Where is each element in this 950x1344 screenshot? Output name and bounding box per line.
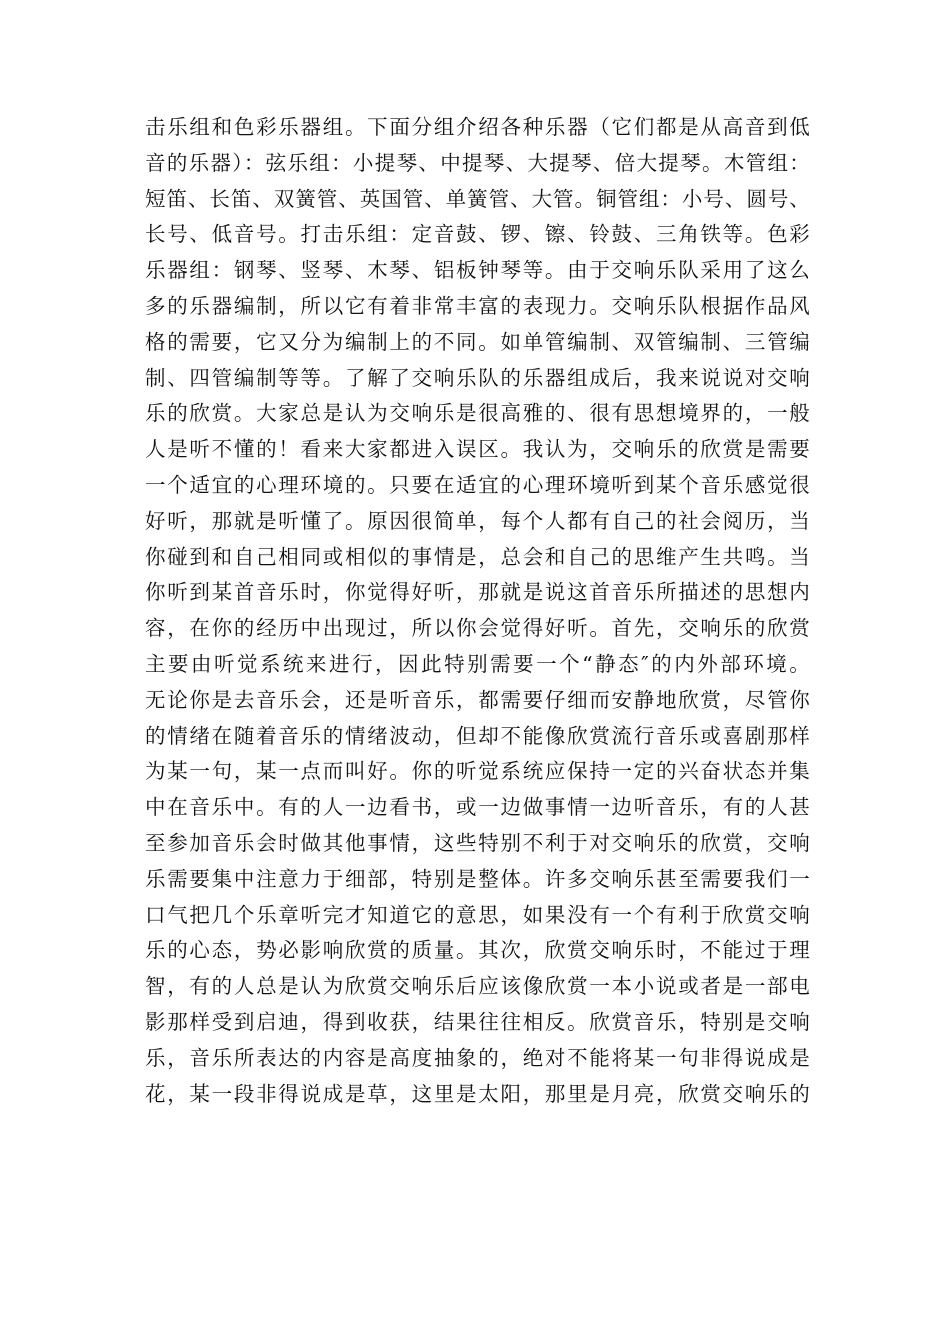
text-line: 乐的欣赏。大家总是认为交响乐是很高雅的、很有思想境界的，一般 [145, 401, 810, 426]
text-line: 无论你是去音乐会，还是听音乐，都需要仔细而安静地欣赏，尽管你 [145, 687, 810, 712]
body-text [145, 110, 810, 1112]
text-line: 你听到某首音乐时，你觉得好听，那就是说这首音乐所描述的思想内 [145, 580, 810, 605]
text-line: 多的乐器编制，所以它有着非常丰富的表现力。交响乐队根据作品风 [145, 293, 810, 318]
text-line: 至参加音乐会时做其他事情，这些特别不利于对交响乐的欣赏，交响 [145, 830, 810, 855]
text-line: 的情绪在随着音乐的情绪波动，但却不能像欣赏流行音乐或喜剧那样 [145, 723, 810, 748]
text-line: 乐需要集中注意力于细部，特别是整体。许多交响乐甚至需要我们一 [145, 866, 810, 891]
text-line: 为某一句，某一点而叫好。你的听觉系统应保持一定的兴奋状态并集 [145, 759, 810, 784]
text-line: 短笛、长笛、双簧管、英国管、单簧管、大管。铜管组：小号、圆号、 [145, 186, 810, 211]
text-line: 影那样受到启迪，得到收获，结果往往相反。欣赏音乐，特别是交响 [145, 1009, 810, 1034]
text-line: 口气把几个乐章听完才知道它的意思，如果没有一个有利于欣赏交响 [145, 902, 810, 927]
text-line: 你碰到和自己相同或相似的事情是，总会和自己的思维产生共鸣。当 [145, 544, 810, 569]
text-line: 中在音乐中。有的人一边看书，或一边做事情一边听音乐，有的人甚 [145, 795, 810, 820]
text-line: 格的需要，它又分为编制上的不同。如单管编制、双管编制、三管编 [145, 329, 810, 354]
text-line: 乐，音乐所表达的内容是高度抽象的，绝对不能将某一句非得说成是 [145, 1045, 810, 1070]
text-line: 容，在你的经历中出现过，所以你会觉得好听。首先，交响乐的欣赏 [145, 616, 810, 641]
text-line: 好听，那就是听懂了。原因很简单，每个人都有自己的社会阅历，当 [145, 508, 810, 533]
text-line: 击乐组和色彩乐器组。下面分组介绍各种乐器（它们都是从高音到低 [145, 115, 810, 139]
text-line: 乐的心态，势必影响欣赏的质量。其次，欣赏交响乐时，不能过于理 [145, 938, 810, 963]
text-line: 花，某一段非得说成是草，这里是太阳，那里是月亮，欣赏交响乐的 [145, 1081, 810, 1106]
text-line: 人是听不懂的！看来大家都进入误区。我认为，交响乐的欣赏是需要 [145, 437, 810, 462]
text-line: 乐器组：钢琴、竖琴、木琴、铝板钟琴等。由于交响乐队采用了这么 [145, 258, 810, 283]
text-line: 制、四管编制等等。了解了交响乐队的乐器组成后，我来说说对交响 [145, 365, 810, 390]
text-line: 音的乐器）：弦乐组：小提琴、中提琴、大提琴、倍大提琴。木管组： [145, 150, 810, 175]
text-line: 一个适宜的心理环境的。只要在适宜的心理环境听到某个音乐感觉很 [145, 472, 810, 497]
text-line: 主要由听觉系统来进行，因此特别需要一个“静态″的内外部环境。 [145, 651, 810, 676]
text-line: 长号、低音号。打击乐组：定音鼓、锣、镲、铃鼓、三角铁等。色彩 [145, 222, 810, 247]
text-line: 智，有的人总是认为欣赏交响乐后应该像欣赏一本小说或者是一部电 [145, 974, 810, 999]
